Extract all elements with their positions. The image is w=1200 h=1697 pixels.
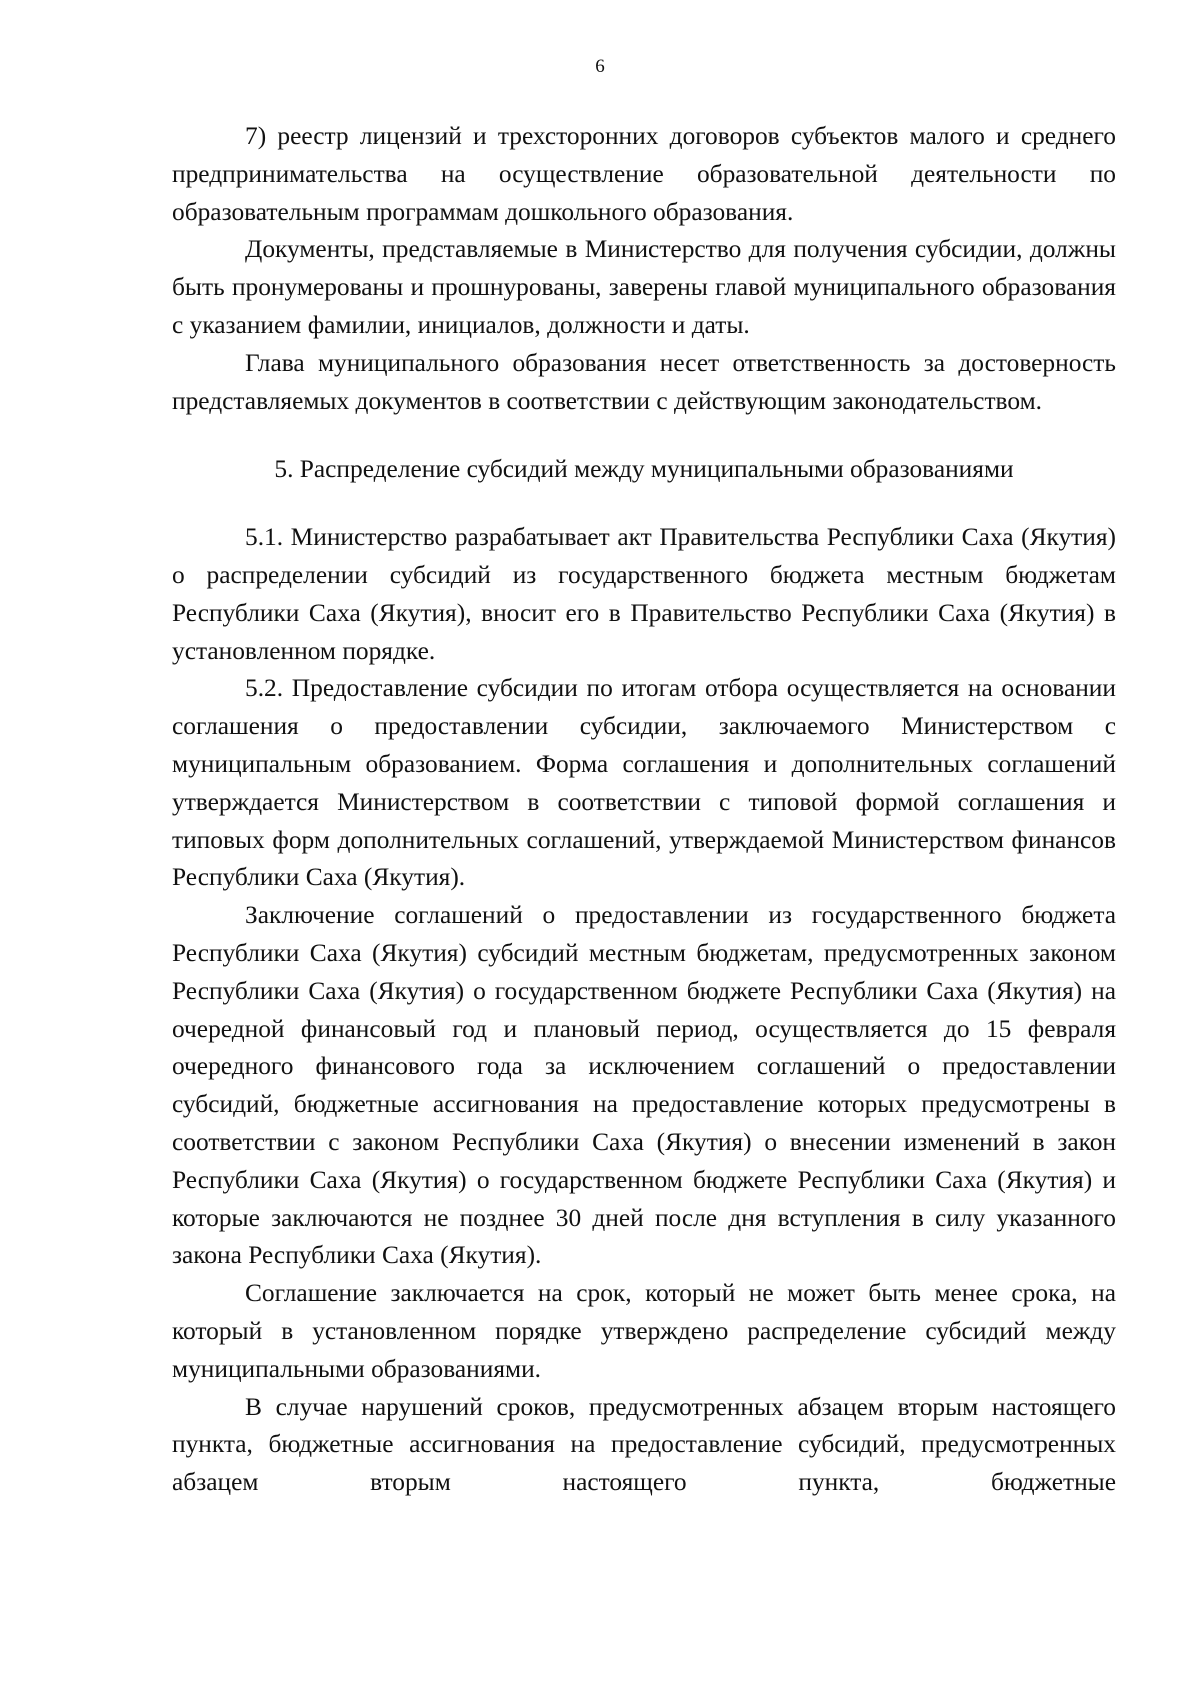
section-heading: 5. Распределение субсидий между муниципальными образованиями <box>274 455 1014 484</box>
page-number: 6 <box>595 56 605 77</box>
paragraph-5-2: 5.2. Предоставление субсидии по итогам отбора осуществляется на основании соглашения о предоставлении субсидии, заключаемого Министерством с муниципальным образованием. Форма соглашения и дополнительных соглашений утверждается Министерством в соответствии с типовой формой соглашения и типовых форм дополнительных соглашений, утверждаемой Министерством финансов Республики Саха (Якутия). <box>172 674 1116 892</box>
paragraph-documents-requirements: Документы, представляемые в Министерство для получения субсидии, должны быть пронумерованы и прошнурованы, заверены главой муниципального образования с указанием фамилии, инициалов, должности и даты. <box>172 235 1116 339</box>
paragraph-registry-item-7: 7) реестр лицензий и трехсторонних договоров субъектов малого и среднего предпринимательства на осуществление образовательной деятельности по образовательным программам дошкольного образования. <box>172 122 1116 226</box>
paragraph-deadline-violation: В случае нарушений сроков, предусмотренных абзацем вторым настоящего пункта, бюджетные ассигнования на предоставление субсидий, предусмотренных абзацем вторым настоящего пункта, бюджетные <box>172 1392 1116 1497</box>
paragraph-head-responsibility: Глава муниципального образования несет ответственность за достоверность представляемых документов в соответствии с действующим законодательством. <box>172 348 1116 415</box>
document-body <box>172 118 1116 1502</box>
paragraph-5-1: 5.1. Министерство разрабатывает акт Правительства Республики Саха (Якутия) о распределении субсидий из государственного бюджета местным бюджетам Республики Саха (Якутия), вносит его в Правительство Республики Саха (Якутия) в установленном порядке. <box>172 523 1116 665</box>
paragraph-agreement-term: Соглашение заключается на срок, который не может быть менее срока, на который в установленном порядке утверждено распределение субсидий между муниципальными образованиями. <box>172 1279 1116 1383</box>
paragraph-agreements-conclusion: Заключение соглашений о предоставлении из государственного бюджета Республики Саха (Якутия) субсидий местным бюджетам, предусмотренных законом Республики Саха (Якутия) о государственном бюджете Республики Саха (Якутия) на очередной финансовый год и плановый период, осуществляется до 15 февраля очередного финансового года за исключением соглашений о предоставлении субсидий, бюджетные ассигнования на предоставление которых предусмотрены в соответствии с законом Республики Саха (Якутия) о внесении изменений в закон Республики Саха (Якутия) о государственном бюджете Республики Саха (Якутия) и которые заключаются не позднее 30 дней после дня вступления в силу указанного закона Республики Саха (Якутия). <box>172 901 1116 1270</box>
